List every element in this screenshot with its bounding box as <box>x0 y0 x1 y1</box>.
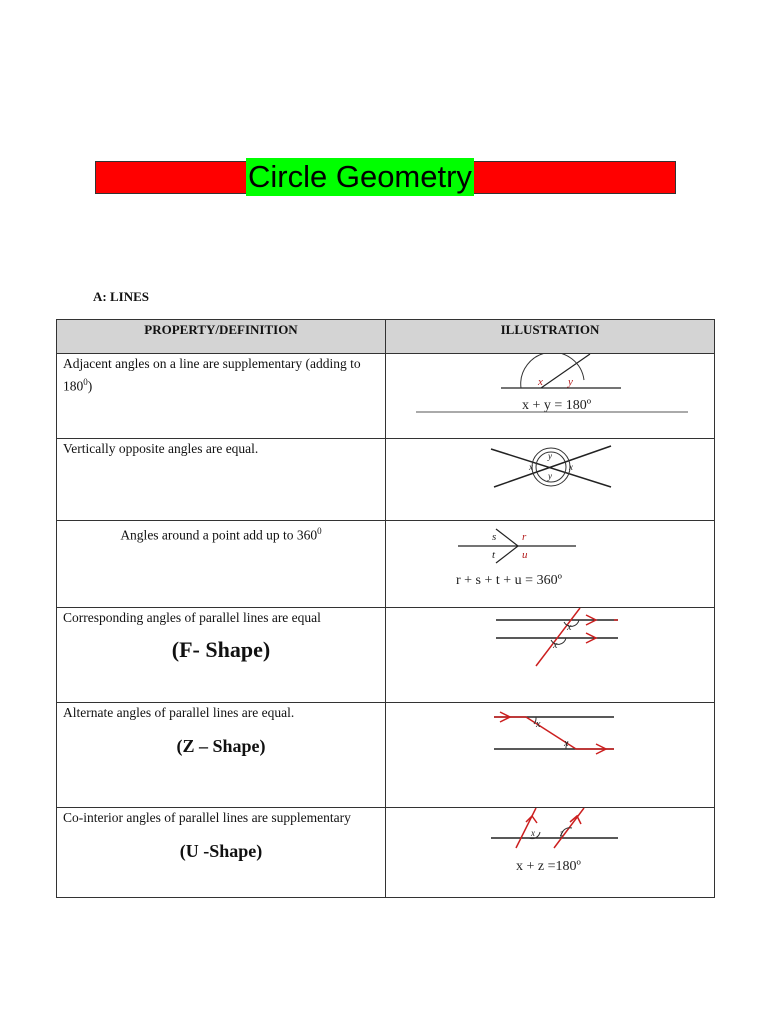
angle-t-label: t <box>492 549 496 561</box>
table-row <box>57 439 715 521</box>
row-definition <box>57 808 386 898</box>
corresponding-angles-diagram <box>386 608 716 702</box>
angle-x-label: x <box>538 376 543 388</box>
table-row <box>57 808 715 898</box>
table-row <box>57 608 715 703</box>
transversal <box>536 608 580 666</box>
shape-label: (Z – Shape) <box>176 736 266 756</box>
angle-u-label: u <box>522 549 528 561</box>
shape-label: (U -Shape) <box>179 841 263 861</box>
shape-label: (F- Shape) <box>171 637 271 662</box>
angle-y-top: y <box>548 451 552 461</box>
row-definition <box>57 354 386 439</box>
definition-text: Adjacent angles on a line are supplementary (adding to $180^0$) <box>63 356 361 394</box>
section-heading: A: LINES <box>93 289 149 304</box>
row-definition <box>57 703 386 808</box>
upper-ray <box>496 529 518 546</box>
angle-x-bottom: x <box>553 640 558 651</box>
definition-text: Vertically opposite angles are equal. <box>63 441 259 456</box>
angle-z-label: z <box>560 828 564 838</box>
properties-table <box>56 319 715 898</box>
angle-x-bottom: x <box>564 738 569 749</box>
definition-text: Corresponding angles of parallel lines are equal <box>63 610 321 625</box>
row-definition <box>57 608 386 703</box>
equation: x + y = 180º <box>522 398 592 413</box>
angles-around-point-diagram <box>386 521 716 607</box>
angle-x-top: x <box>567 622 572 633</box>
angle-s-label: s <box>492 531 497 543</box>
definition-text: Co-interior angles of parallel lines are supplementary <box>63 810 351 825</box>
angle-y-bottom: y <box>548 471 552 481</box>
angle-x-top: x <box>536 719 541 730</box>
row-illustration <box>386 521 715 608</box>
co-interior-angles-diagram <box>386 808 716 897</box>
header-illustration: ILLUSTRATION <box>386 320 715 354</box>
angle-x-right: x <box>569 462 573 472</box>
header-property: PROPERTY/DEFINITION <box>57 320 386 354</box>
adjacent-angles-diagram <box>386 354 716 438</box>
angle-arc <box>521 354 584 388</box>
table-row <box>57 703 715 808</box>
table-header-row <box>57 320 715 354</box>
transversal <box>526 717 576 749</box>
angle-y-label: y <box>568 376 573 388</box>
angle-r-label: r <box>522 531 527 543</box>
page-title: Circle Geometry <box>248 159 472 194</box>
row-illustration <box>386 703 715 808</box>
arrow-left <box>526 816 537 823</box>
row-illustration <box>386 608 715 703</box>
row-illustration <box>386 354 715 439</box>
lower-ray <box>496 546 518 563</box>
definition-text: Angles around a point add up to $360^0$ <box>120 526 322 543</box>
angle-x-left: x <box>529 462 533 472</box>
transversal <box>541 354 590 388</box>
alternate-angles-diagram <box>386 703 716 807</box>
definition-text: Alternate angles of parallel lines are equal. <box>63 705 295 720</box>
row-illustration <box>386 808 715 898</box>
angle-x-label: x <box>531 828 535 838</box>
vertically-opposite-diagram <box>386 439 716 520</box>
row-definition <box>57 439 386 521</box>
table-row <box>57 521 715 608</box>
table-row <box>57 354 715 439</box>
row-definition <box>57 521 386 608</box>
row-illustration <box>386 439 715 521</box>
equation: x + z =180º <box>516 859 581 874</box>
equation: r + s + t + u = 360º <box>456 573 562 588</box>
